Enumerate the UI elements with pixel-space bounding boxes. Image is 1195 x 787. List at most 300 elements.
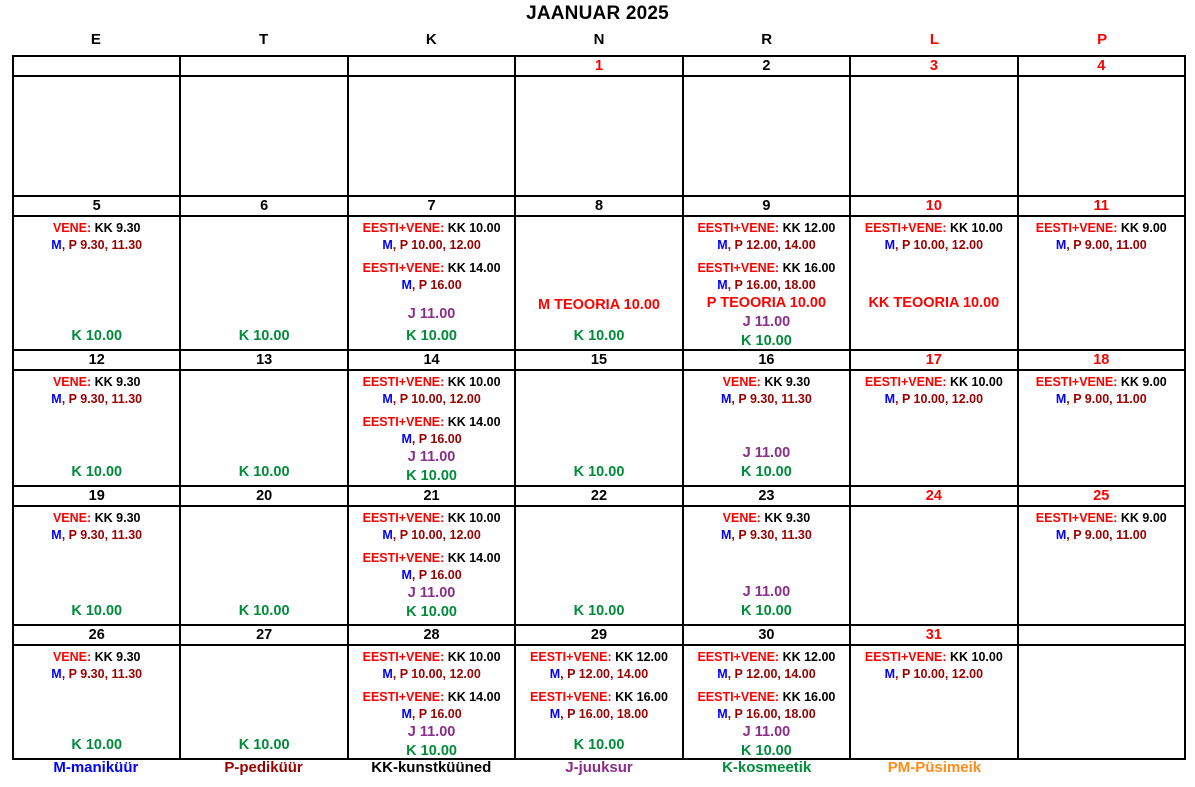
schedule-text: EESTI+VENE: xyxy=(864,375,947,389)
schedule-line xyxy=(350,689,513,706)
schedule-text: KK 10.00 xyxy=(946,375,1003,389)
day-number[interactable]: 19 xyxy=(14,487,181,507)
schedule-line xyxy=(852,666,1015,683)
schedule-text: , P 10.00, 12.00 xyxy=(392,667,481,681)
day-number[interactable]: 2 xyxy=(684,57,851,77)
schedule-text: K 10.00 xyxy=(71,328,123,344)
legend-item-k: K-kosmeetik xyxy=(722,759,812,776)
schedule-text: K 10.00 xyxy=(573,328,625,344)
schedule-text: KK 16.00 xyxy=(779,690,836,704)
schedule-line xyxy=(350,603,513,622)
schedule-line xyxy=(350,414,513,431)
day-number[interactable]: 17 xyxy=(851,351,1018,371)
day-number[interactable]: 15 xyxy=(516,351,683,371)
schedule-text: K 10.00 xyxy=(406,604,457,620)
schedule-text: , P 12.00, 14.00 xyxy=(560,667,649,681)
schedule-line xyxy=(685,374,848,391)
schedule-text: EESTI+VENE: xyxy=(864,650,947,664)
schedule-text: M xyxy=(51,238,62,252)
schedule-line xyxy=(685,220,848,237)
schedule-text: EESTI+VENE: xyxy=(1035,511,1118,525)
schedule-line xyxy=(15,374,178,391)
week-4-content-row xyxy=(14,507,1186,626)
day-cell[interactable] xyxy=(516,507,683,626)
schedule-text: KK 10.00 xyxy=(444,650,501,664)
schedule-line xyxy=(350,527,513,544)
schedule-text: , P 9.30, 11.30 xyxy=(61,392,143,406)
schedule-text: VENE: xyxy=(722,375,761,389)
day-cell[interactable] xyxy=(181,77,348,197)
schedule-text: EESTI+VENE: xyxy=(362,650,445,664)
week-1-number-row xyxy=(14,57,1186,77)
spacer xyxy=(15,408,178,463)
day-cell[interactable] xyxy=(851,371,1018,487)
schedule-line xyxy=(350,391,513,408)
day-number[interactable]: 12 xyxy=(14,351,181,371)
schedule-text: K 10.00 xyxy=(238,603,290,619)
schedule-line xyxy=(350,260,513,277)
schedule-line xyxy=(15,510,178,527)
schedule-line xyxy=(350,550,513,567)
day-cell[interactable] xyxy=(1019,507,1186,626)
schedule-text: J 11.00 xyxy=(407,449,456,465)
schedule-text: EESTI+VENE: xyxy=(697,690,780,704)
schedule-text: M xyxy=(717,667,728,681)
schedule-line xyxy=(685,391,848,408)
schedule-text: M TEOORIA 10.00 xyxy=(538,297,660,313)
day-cell[interactable] xyxy=(851,646,1018,760)
schedule-text: KK 16.00 xyxy=(779,261,836,275)
day-number[interactable]: 28 xyxy=(349,626,516,646)
day-number[interactable]: 14 xyxy=(349,351,516,371)
schedule-text: K 10.00 xyxy=(573,464,625,480)
day-cell[interactable] xyxy=(851,77,1018,197)
schedule-line xyxy=(685,723,848,742)
day-number[interactable]: 9 xyxy=(684,197,851,217)
day-number[interactable]: 5 xyxy=(14,197,181,217)
schedule-line xyxy=(15,527,178,544)
day-number[interactable] xyxy=(1019,626,1186,646)
schedule-text: J 11.00 xyxy=(742,314,791,330)
day-cell[interactable] xyxy=(684,646,851,760)
day-cell[interactable] xyxy=(1019,77,1186,197)
schedule-line xyxy=(685,313,848,332)
schedule-line xyxy=(852,294,1015,313)
week-1-content-row xyxy=(14,77,1186,197)
day-cell[interactable] xyxy=(181,217,348,351)
schedule-text: M xyxy=(401,432,412,446)
day-cell[interactable] xyxy=(14,646,181,760)
spacer xyxy=(15,254,178,327)
week-3-number-row xyxy=(14,351,1186,371)
schedule-text: M xyxy=(549,707,561,721)
schedule-text: K 10.00 xyxy=(406,743,457,759)
schedule-text: EESTI+VENE: xyxy=(697,650,780,664)
spacer xyxy=(517,220,680,296)
day-cell[interactable] xyxy=(684,77,851,197)
day-number[interactable]: 22 xyxy=(516,487,683,507)
schedule-line xyxy=(685,706,848,723)
schedule-text: , P 16.00 xyxy=(411,707,462,721)
schedule-line xyxy=(685,510,848,527)
weekday-header-e: E xyxy=(90,31,101,48)
schedule-text: K 10.00 xyxy=(71,737,123,753)
schedule-text: EESTI+VENE: xyxy=(362,261,445,275)
schedule-text: J 11.00 xyxy=(742,724,791,740)
schedule-line xyxy=(685,602,848,621)
spacer xyxy=(685,408,848,444)
schedule-text: KK 10.00 xyxy=(444,221,501,235)
schedule-text: VENE: xyxy=(52,511,92,525)
schedule-text: KK 9.30 xyxy=(760,511,811,525)
day-cell[interactable] xyxy=(349,646,516,760)
schedule-line xyxy=(182,602,345,621)
schedule-text: M xyxy=(1055,392,1067,406)
day-cell[interactable] xyxy=(851,217,1018,351)
schedule-line xyxy=(350,431,513,448)
schedule-line xyxy=(182,736,345,755)
schedule-text: K 10.00 xyxy=(71,603,123,619)
schedule-line xyxy=(685,332,848,351)
schedule-text: K 10.00 xyxy=(238,464,290,480)
spacer xyxy=(182,649,345,736)
schedule-line xyxy=(685,583,848,602)
schedule-text: KK 9.30 xyxy=(91,511,141,525)
schedule-line xyxy=(685,463,848,482)
schedule-text: EESTI+VENE: xyxy=(697,221,780,235)
schedule-line xyxy=(350,706,513,723)
schedule-line xyxy=(350,723,513,742)
schedule-text: EESTI+VENE: xyxy=(362,551,445,565)
week-2-content-row xyxy=(14,217,1186,351)
day-number[interactable]: 3 xyxy=(851,57,1018,77)
schedule-line xyxy=(182,327,345,346)
weekday-header-t: T xyxy=(258,31,269,48)
schedule-text: J 11.00 xyxy=(407,724,456,740)
schedule-line xyxy=(517,649,680,666)
schedule-line xyxy=(350,510,513,527)
schedule-text: EESTI+VENE: xyxy=(864,221,947,235)
schedule-line xyxy=(852,374,1015,391)
spacer xyxy=(517,723,680,736)
schedule-line xyxy=(15,220,178,237)
day-number[interactable]: 31 xyxy=(851,626,1018,646)
schedule-text: EESTI+VENE: xyxy=(1035,375,1118,389)
calendar-title: JAANUAR 2025 xyxy=(526,3,669,24)
day-number[interactable]: 23 xyxy=(684,487,851,507)
schedule-line xyxy=(685,689,848,706)
schedule-text: EESTI+VENE: xyxy=(362,415,445,429)
day-number[interactable]: 13 xyxy=(181,351,348,371)
schedule-text: , P 16.00, 18.00 xyxy=(560,707,649,721)
schedule-text: , P 9.30, 11.30 xyxy=(61,238,143,252)
spacer xyxy=(517,374,680,463)
schedule-line xyxy=(685,666,848,683)
week-5-number-row xyxy=(14,626,1186,646)
day-cell[interactable] xyxy=(851,507,1018,626)
schedule-text: KK 9.30 xyxy=(91,375,141,389)
legend xyxy=(12,759,1186,776)
day-number[interactable]: 18 xyxy=(1019,351,1186,371)
week-5-content-row xyxy=(14,646,1186,760)
day-cell[interactable] xyxy=(684,217,851,351)
schedule-text: KK 14.00 xyxy=(444,261,501,275)
schedule-line xyxy=(1020,391,1183,408)
schedule-text: M xyxy=(884,392,896,406)
day-cell[interactable] xyxy=(516,77,683,197)
calendar-grid xyxy=(12,55,1186,760)
schedule-line xyxy=(350,448,513,467)
day-cell[interactable] xyxy=(684,507,851,626)
day-cell[interactable] xyxy=(684,371,851,487)
schedule-text: , P 12.00, 14.00 xyxy=(727,667,816,681)
schedule-text: K 10.00 xyxy=(406,468,457,484)
day-number[interactable]: 11 xyxy=(1019,197,1186,217)
schedule-text: K 10.00 xyxy=(573,737,625,753)
day-number[interactable]: 8 xyxy=(516,197,683,217)
schedule-text: M xyxy=(1055,528,1067,542)
day-cell[interactable] xyxy=(516,371,683,487)
schedule-text: M xyxy=(382,392,393,406)
day-cell[interactable] xyxy=(1019,371,1186,487)
day-number[interactable] xyxy=(181,57,348,77)
schedule-text: M xyxy=(884,238,896,252)
schedule-text: M xyxy=(382,667,393,681)
day-cell[interactable] xyxy=(14,371,181,487)
schedule-text: K 10.00 xyxy=(573,603,625,619)
day-cell[interactable] xyxy=(14,507,181,626)
schedule-text: P TEOORIA 10.00 xyxy=(706,295,827,311)
day-number[interactable]: 27 xyxy=(181,626,348,646)
schedule-text: KK 10.00 xyxy=(444,375,501,389)
schedule-line xyxy=(517,666,680,683)
schedule-text: KK 9.00 xyxy=(1117,221,1167,235)
day-cell[interactable] xyxy=(1019,646,1186,760)
schedule-text: , P 9.00, 11.00 xyxy=(1066,392,1147,406)
schedule-text: J 11.00 xyxy=(407,585,456,601)
schedule-line xyxy=(517,602,680,621)
schedule-text: M xyxy=(717,238,728,252)
legend-item-kk: KK-kunstküüned xyxy=(371,759,492,776)
schedule-line xyxy=(1020,527,1183,544)
schedule-text: , P 9.30, 11.30 xyxy=(731,528,812,542)
day-number[interactable]: 6 xyxy=(181,197,348,217)
schedule-line xyxy=(182,463,345,482)
schedule-line xyxy=(517,463,680,482)
schedule-text: M xyxy=(382,238,393,252)
schedule-line xyxy=(685,649,848,666)
schedule-text: M xyxy=(401,707,412,721)
day-cell[interactable] xyxy=(349,217,516,351)
schedule-text: , P 10.00, 12.00 xyxy=(895,392,984,406)
schedule-text: VENE: xyxy=(722,511,761,525)
day-number[interactable]: 7 xyxy=(349,197,516,217)
schedule-line xyxy=(15,602,178,621)
week-2-number-row xyxy=(14,197,1186,217)
schedule-text: M xyxy=(51,528,62,542)
schedule-text: M xyxy=(721,392,732,406)
schedule-text: , P 10.00, 12.00 xyxy=(895,667,984,681)
day-cell[interactable] xyxy=(516,217,683,351)
schedule-line xyxy=(350,666,513,683)
schedule-line xyxy=(685,294,848,313)
schedule-text: K 10.00 xyxy=(238,737,290,753)
day-cell[interactable] xyxy=(181,507,348,626)
schedule-text: , P 10.00, 12.00 xyxy=(895,238,984,252)
day-number[interactable]: 20 xyxy=(181,487,348,507)
schedule-text: , P 10.00, 12.00 xyxy=(392,528,481,542)
schedule-text: M xyxy=(401,278,412,292)
schedule-line xyxy=(15,327,178,346)
spacer xyxy=(517,510,680,602)
schedule-line xyxy=(517,296,680,315)
schedule-line xyxy=(350,584,513,603)
day-cell[interactable] xyxy=(349,507,516,626)
schedule-text: M xyxy=(549,667,561,681)
day-cell[interactable] xyxy=(14,217,181,351)
schedule-text: EESTI+VENE: xyxy=(362,511,445,525)
schedule-text: , P 16.00, 18.00 xyxy=(727,278,816,292)
legend-item-m: M-maniküür xyxy=(53,759,139,776)
week-3-content-row xyxy=(14,371,1186,487)
schedule-text: KK 10.00 xyxy=(946,221,1003,235)
schedule-text: VENE: xyxy=(52,221,92,235)
schedule-text: KK 9.30 xyxy=(760,375,811,389)
schedule-text: KK 14.00 xyxy=(444,415,501,429)
schedule-text: EESTI+VENE: xyxy=(362,375,445,389)
schedule-text: K 10.00 xyxy=(741,743,792,759)
schedule-text: J 11.00 xyxy=(742,584,791,600)
day-number[interactable]: 24 xyxy=(851,487,1018,507)
schedule-text: KK 14.00 xyxy=(444,690,501,704)
weekday-header-l: L xyxy=(929,31,939,48)
legend-item-p: P-pediküür xyxy=(224,759,303,776)
schedule-line xyxy=(685,444,848,463)
day-number[interactable] xyxy=(14,57,181,77)
schedule-text: KK 9.00 xyxy=(1117,511,1167,525)
schedule-text: K 10.00 xyxy=(238,328,290,344)
schedule-text: KK 9.00 xyxy=(1117,375,1167,389)
schedule-text: KK 10.00 xyxy=(946,650,1003,664)
schedule-line xyxy=(852,237,1015,254)
schedule-text: KK 9.30 xyxy=(91,221,141,235)
day-cell[interactable] xyxy=(181,646,348,760)
day-cell[interactable] xyxy=(516,646,683,760)
schedule-text: EESTI+VENE: xyxy=(362,690,445,704)
schedule-text: KK 12.00 xyxy=(779,650,836,664)
schedule-line xyxy=(350,220,513,237)
spacer xyxy=(15,544,178,602)
schedule-text: , P 16.00 xyxy=(411,432,462,446)
schedule-text: EESTI+VENE: xyxy=(1035,221,1118,235)
weekday-header-p: P xyxy=(1097,31,1108,48)
schedule-text: KK 9.30 xyxy=(91,650,141,664)
day-number[interactable]: 26 xyxy=(14,626,181,646)
schedule-line xyxy=(517,327,680,346)
schedule-text: , P 16.00 xyxy=(411,568,462,582)
week-4-number-row xyxy=(14,487,1186,507)
schedule-text: M xyxy=(884,667,896,681)
day-cell[interactable] xyxy=(349,77,516,197)
day-cell[interactable] xyxy=(349,371,516,487)
schedule-text: M xyxy=(1055,238,1067,252)
spacer xyxy=(182,220,345,327)
schedule-text: KK 10.00 xyxy=(444,511,501,525)
schedule-text: EESTI+VENE: xyxy=(362,221,445,235)
schedule-line xyxy=(350,305,513,324)
day-number[interactable]: 29 xyxy=(516,626,683,646)
day-number[interactable]: 1 xyxy=(516,57,683,77)
day-number[interactable]: 4 xyxy=(1019,57,1186,77)
schedule-line xyxy=(685,742,848,760)
spacer xyxy=(517,315,680,327)
legend-item-j: J-juuksur xyxy=(565,759,633,776)
schedule-text: , P 9.30, 11.30 xyxy=(731,392,812,406)
schedule-line xyxy=(685,527,848,544)
day-number[interactable] xyxy=(349,57,516,77)
schedule-text: , P 9.00, 11.00 xyxy=(1066,528,1147,542)
schedule-line xyxy=(685,277,848,294)
schedule-text: K 10.00 xyxy=(406,328,457,344)
spacer xyxy=(182,374,345,463)
schedule-line xyxy=(350,327,513,346)
day-number[interactable]: 21 xyxy=(349,487,516,507)
spacer xyxy=(182,510,345,602)
schedule-text: , P 10.00, 12.00 xyxy=(392,392,481,406)
schedule-text: J 11.00 xyxy=(407,306,456,322)
schedule-line xyxy=(350,742,513,760)
schedule-text: VENE: xyxy=(52,650,92,664)
schedule-text: , P 10.00, 12.00 xyxy=(392,238,481,252)
weekday-header-n: N xyxy=(593,31,605,48)
schedule-line xyxy=(1020,220,1183,237)
day-number[interactable]: 16 xyxy=(684,351,851,371)
schedule-line xyxy=(685,260,848,277)
schedule-line xyxy=(15,736,178,755)
schedule-line xyxy=(350,467,513,486)
schedule-line xyxy=(517,689,680,706)
schedule-text: EESTI+VENE: xyxy=(530,690,612,704)
day-cell[interactable] xyxy=(181,371,348,487)
schedule-line xyxy=(15,391,178,408)
day-number[interactable]: 10 xyxy=(851,197,1018,217)
schedule-text: K 10.00 xyxy=(71,464,123,480)
schedule-line xyxy=(517,736,680,755)
schedule-text: KK TEOORIA 10.00 xyxy=(868,295,1000,311)
schedule-line xyxy=(15,649,178,666)
schedule-text: , P 9.30, 11.30 xyxy=(61,528,143,542)
schedule-line xyxy=(852,220,1015,237)
schedule-line xyxy=(15,463,178,482)
schedule-line xyxy=(1020,374,1183,391)
schedule-text: K 10.00 xyxy=(741,333,792,349)
schedule-line xyxy=(685,237,848,254)
day-cell[interactable] xyxy=(14,77,181,197)
schedule-text: KK 12.00 xyxy=(779,221,836,235)
schedule-text: , P 9.00, 11.00 xyxy=(1066,238,1147,252)
day-cell[interactable] xyxy=(1019,217,1186,351)
day-number[interactable]: 30 xyxy=(684,626,851,646)
schedule-text: , P 16.00 xyxy=(411,278,462,292)
schedule-text: , P 16.00, 18.00 xyxy=(727,707,816,721)
schedule-text: M xyxy=(51,392,62,406)
schedule-text: M xyxy=(51,667,62,681)
schedule-line xyxy=(350,567,513,584)
day-number[interactable]: 25 xyxy=(1019,487,1186,507)
schedule-text: M xyxy=(721,528,732,542)
schedule-line xyxy=(852,391,1015,408)
schedule-text: KK 12.00 xyxy=(611,650,668,664)
